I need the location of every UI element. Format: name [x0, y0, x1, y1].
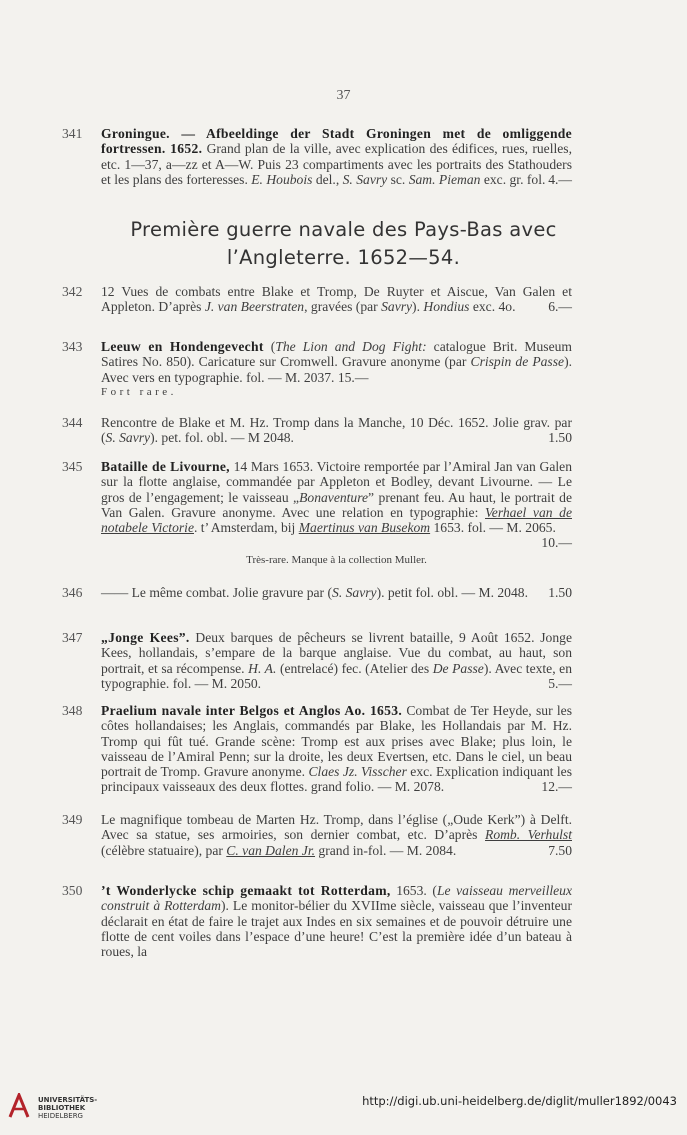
entry-title: ’t Wonderlycke schip gemaakt tot Rotterdam,	[101, 883, 391, 898]
catalog-entry-344	[62, 415, 572, 446]
catalog-entry-345	[62, 459, 572, 568]
entry-text-run: Rencontre de Blake et M. Hz. Tromp dans la Manche, 10 Déc. 1652. Jolie grav. par (	[101, 415, 572, 446]
entry-text-run: (entrelacé) fec. (Atelier des	[276, 660, 433, 676]
entry-italic-text: Romb. Verhulst	[485, 827, 572, 843]
entry-text-run: ). Avec vers en typographie. fol. — M. 2037. 15.—	[101, 354, 572, 385]
entry-italic-text: Verhael van de notabele Victorie	[101, 504, 572, 536]
entry-number: 346	[62, 585, 83, 600]
entry-text	[101, 415, 572, 446]
entry-title: „Jonge Kees”.	[101, 630, 190, 645]
entry-text	[101, 585, 572, 600]
entry-text-run: ). Avec texte, en typographie. fol. — M. 2050.	[101, 660, 573, 691]
entry-text	[101, 812, 572, 858]
entry-italic-text: Hondius	[423, 299, 470, 315]
entry-title: Praelium navale inter Belgos et Anglos Ao. 1653.	[101, 703, 403, 718]
catalog-entry-343	[62, 339, 572, 400]
entry-number: 341	[62, 126, 83, 141]
catalog-entry-342	[62, 284, 572, 315]
entry-text-run: Le magnifique tombeau de Marten Hz. Tromp, dans l’église („Oude Kerk”) à Delft. Avec sa statue, ses armoiries, son dernier combat, etc. D’après	[101, 812, 572, 843]
entry-number: 345	[62, 459, 83, 474]
entry-text	[101, 883, 572, 959]
entry-text-run: del.,	[312, 171, 343, 187]
entry-text-run: exc. Explication indiquant les principaux vaisseaux des deux flottes. grand folio. — M. 2078.	[101, 764, 572, 795]
entry-text-run: ). Le monitor-bélier du XVIIme siècle, vaisseau que l’inventeur déclarait en état de faire le trajet aux Indes en six semaines et de pouvoir détruire une flotte de cent voiles dans l’espace d’une heure! C’est la première idée d’un bateau à roues, la	[101, 898, 572, 960]
entry-text-run: , gravées (par	[304, 299, 382, 315]
section-heading-line-2: l’Angleterre. 1652—54.	[226, 246, 461, 269]
catalog-entry-341	[62, 126, 572, 187]
entry-number: 342	[62, 284, 83, 299]
entry-text-run: Combat de Ter Heyde, sur les côtes hollandaises; les Anglais, commandés par Blake, les Hollandais par M. Hz. Tromp qui fût tué. Grande scène: Tromp est aux prises avec Blake; plus loin, le vaisseau de l’Amiral Penn; sur la droite, les deux Evertsen, etc. Dans le ciel, un beau portrait de Tromp. Gravure anonyme.	[101, 703, 573, 780]
entry-italic-text: S. Savry	[105, 430, 151, 446]
entry-italic-text: J. van Beerstraten	[204, 299, 305, 315]
entry-text-run: sc.	[387, 171, 409, 187]
entry-italic-text: S. Savry	[342, 171, 388, 187]
entry-italic-text: S. Savry	[332, 585, 377, 600]
entry-title: Leeuw en Hondengevecht	[101, 339, 264, 354]
entry-text-run: 14 Mars 1653. Victoire remportée par l’Amiral Jan van Galen sur la flotte anglaise, commandée par Appleton et Bodley, devant Livourne. — Le gros de l’engagement; le vaisseau „	[101, 459, 573, 505]
entry-text-run: exc. gr. fol.	[480, 171, 546, 187]
entry-price: 7.50	[548, 842, 572, 858]
entry-text-run: grand in-fol. — M. 2084.	[315, 842, 457, 858]
entry-title: Groningue. — Afbeeldinge der Stadt Groningen met de omliggende fortressen. 1652.	[101, 126, 572, 157]
entry-italic-text: Bonaventure	[299, 489, 369, 505]
entry-italic-text: Crispin de Passe	[470, 354, 565, 370]
entry-text-run: 1653. (	[390, 883, 437, 898]
logo-line-3: HEIDELBERG	[38, 1112, 83, 1120]
entry-price: 10.—	[541, 535, 572, 551]
entry-text-run: Grand plan de la ville, avec explication des édifices, rues, ruelles, etc. 1—37, a—zz et A—W. Puis 23 compartiments avec les portraits des Stathouders et les plans des forteresses.	[101, 141, 572, 187]
entry-italic-text: Le vaisseau merveilleux construit à Rotterdam	[101, 883, 572, 914]
section-heading-line-1: Première guerre navale des Pays-Bas avec	[130, 218, 557, 241]
rarity-note: Très-rare. Manque à la collection Muller.	[246, 553, 427, 566]
entry-text-run: 1653. fol. — M. 2065.	[430, 520, 556, 536]
page-number: 37	[336, 88, 351, 103]
entry-italic-text: C. van Dalen Jr.	[226, 842, 316, 858]
entry-text-run: . t’ Amsterdam, bij	[194, 520, 299, 536]
entry-text	[101, 630, 572, 691]
university-library-logo-icon	[8, 1093, 30, 1119]
entry-text-run: ).	[412, 299, 424, 315]
entry-italic-text: E. Houbois	[251, 171, 313, 187]
entry-price: 4.—	[548, 171, 572, 187]
entry-text	[101, 459, 572, 568]
entry-text	[101, 703, 572, 795]
entry-text-run: catalogue Brit. Museum Satires No. 850). Caricature sur Cromwell. Gravure anonyme (par	[101, 339, 572, 370]
entry-number: 343	[62, 339, 83, 354]
entry-italic-text: The Lion and Dog Fight:	[275, 339, 427, 354]
catalog-entry-349	[62, 812, 572, 858]
logo-line-1: UNIVERSITÄTS-	[38, 1096, 98, 1104]
entry-text-run: ). pet. fol. obl. — M 2048.	[150, 430, 294, 446]
entry-number: 350	[62, 883, 83, 898]
rarity-note: Fort rare.	[101, 385, 177, 398]
entry-title: Bataille de Livourne,	[101, 459, 230, 474]
source-url-link[interactable]: http://digi.ub.uni-heidelberg.de/diglit/muller1892/0043	[362, 1094, 677, 1108]
entry-text-run: Deux barques de pêcheurs se livrent bataille, 9 Août 1652. Jonge Kees, hollandais, s’empare de la barque anglaise. Vue du combat, au haut, son portrait, et sa récompense.	[101, 630, 572, 676]
footer-bar	[0, 1080, 687, 1135]
entry-text	[101, 126, 572, 187]
catalog-entry-348	[62, 703, 572, 795]
entry-price: 1.50	[548, 585, 572, 600]
entry-text-run: 12 Vues de combats entre Blake et Tromp, De Ruyter et Aiscue, Van Galen et Appleton. D’après	[101, 284, 572, 315]
catalog-entry-346	[62, 585, 572, 600]
library-logo-text	[38, 1096, 97, 1120]
entry-text-run: (	[263, 339, 276, 354]
logo-line-2: BIBLIOTHEK	[38, 1104, 86, 1112]
entry-italic-text: Sam. Pieman	[408, 171, 481, 187]
entry-text	[101, 339, 572, 400]
entry-text	[101, 284, 572, 315]
entry-price: 6.—	[548, 299, 572, 315]
entry-italic-text: Savry	[381, 299, 413, 315]
entry-italic-text: De Passe	[432, 660, 484, 676]
entry-text-run: ). petit fol. obl. — M. 2048.	[376, 585, 528, 600]
entry-price: 1.50	[548, 430, 572, 446]
section-heading	[0, 216, 687, 272]
entry-number: 344	[62, 415, 83, 430]
entry-text-run: —— Le même combat. Jolie gravure par (	[101, 585, 333, 600]
entry-italic-text: H. A.	[248, 660, 277, 676]
entry-italic-text: Maertinus van Busekom	[298, 520, 431, 536]
entry-text-run: (célèbre statuaire), par	[101, 842, 227, 858]
entry-number: 349	[62, 812, 83, 827]
entry-text-run: exc. 4o.	[469, 299, 516, 315]
entry-number: 347	[62, 630, 83, 645]
catalog-entry-350	[62, 883, 572, 959]
entry-price: 5.—	[548, 675, 572, 691]
entry-italic-text: Claes Jz. Visscher	[308, 764, 407, 780]
entry-number: 348	[62, 703, 83, 718]
entry-text-run: ” prenant feu. Au haut, le portrait de Van Galen. Gravure anonyme. Avec une relation en typographie:	[101, 489, 572, 520]
entry-price: 12.—	[541, 779, 572, 795]
catalog-entry-347	[62, 630, 572, 691]
